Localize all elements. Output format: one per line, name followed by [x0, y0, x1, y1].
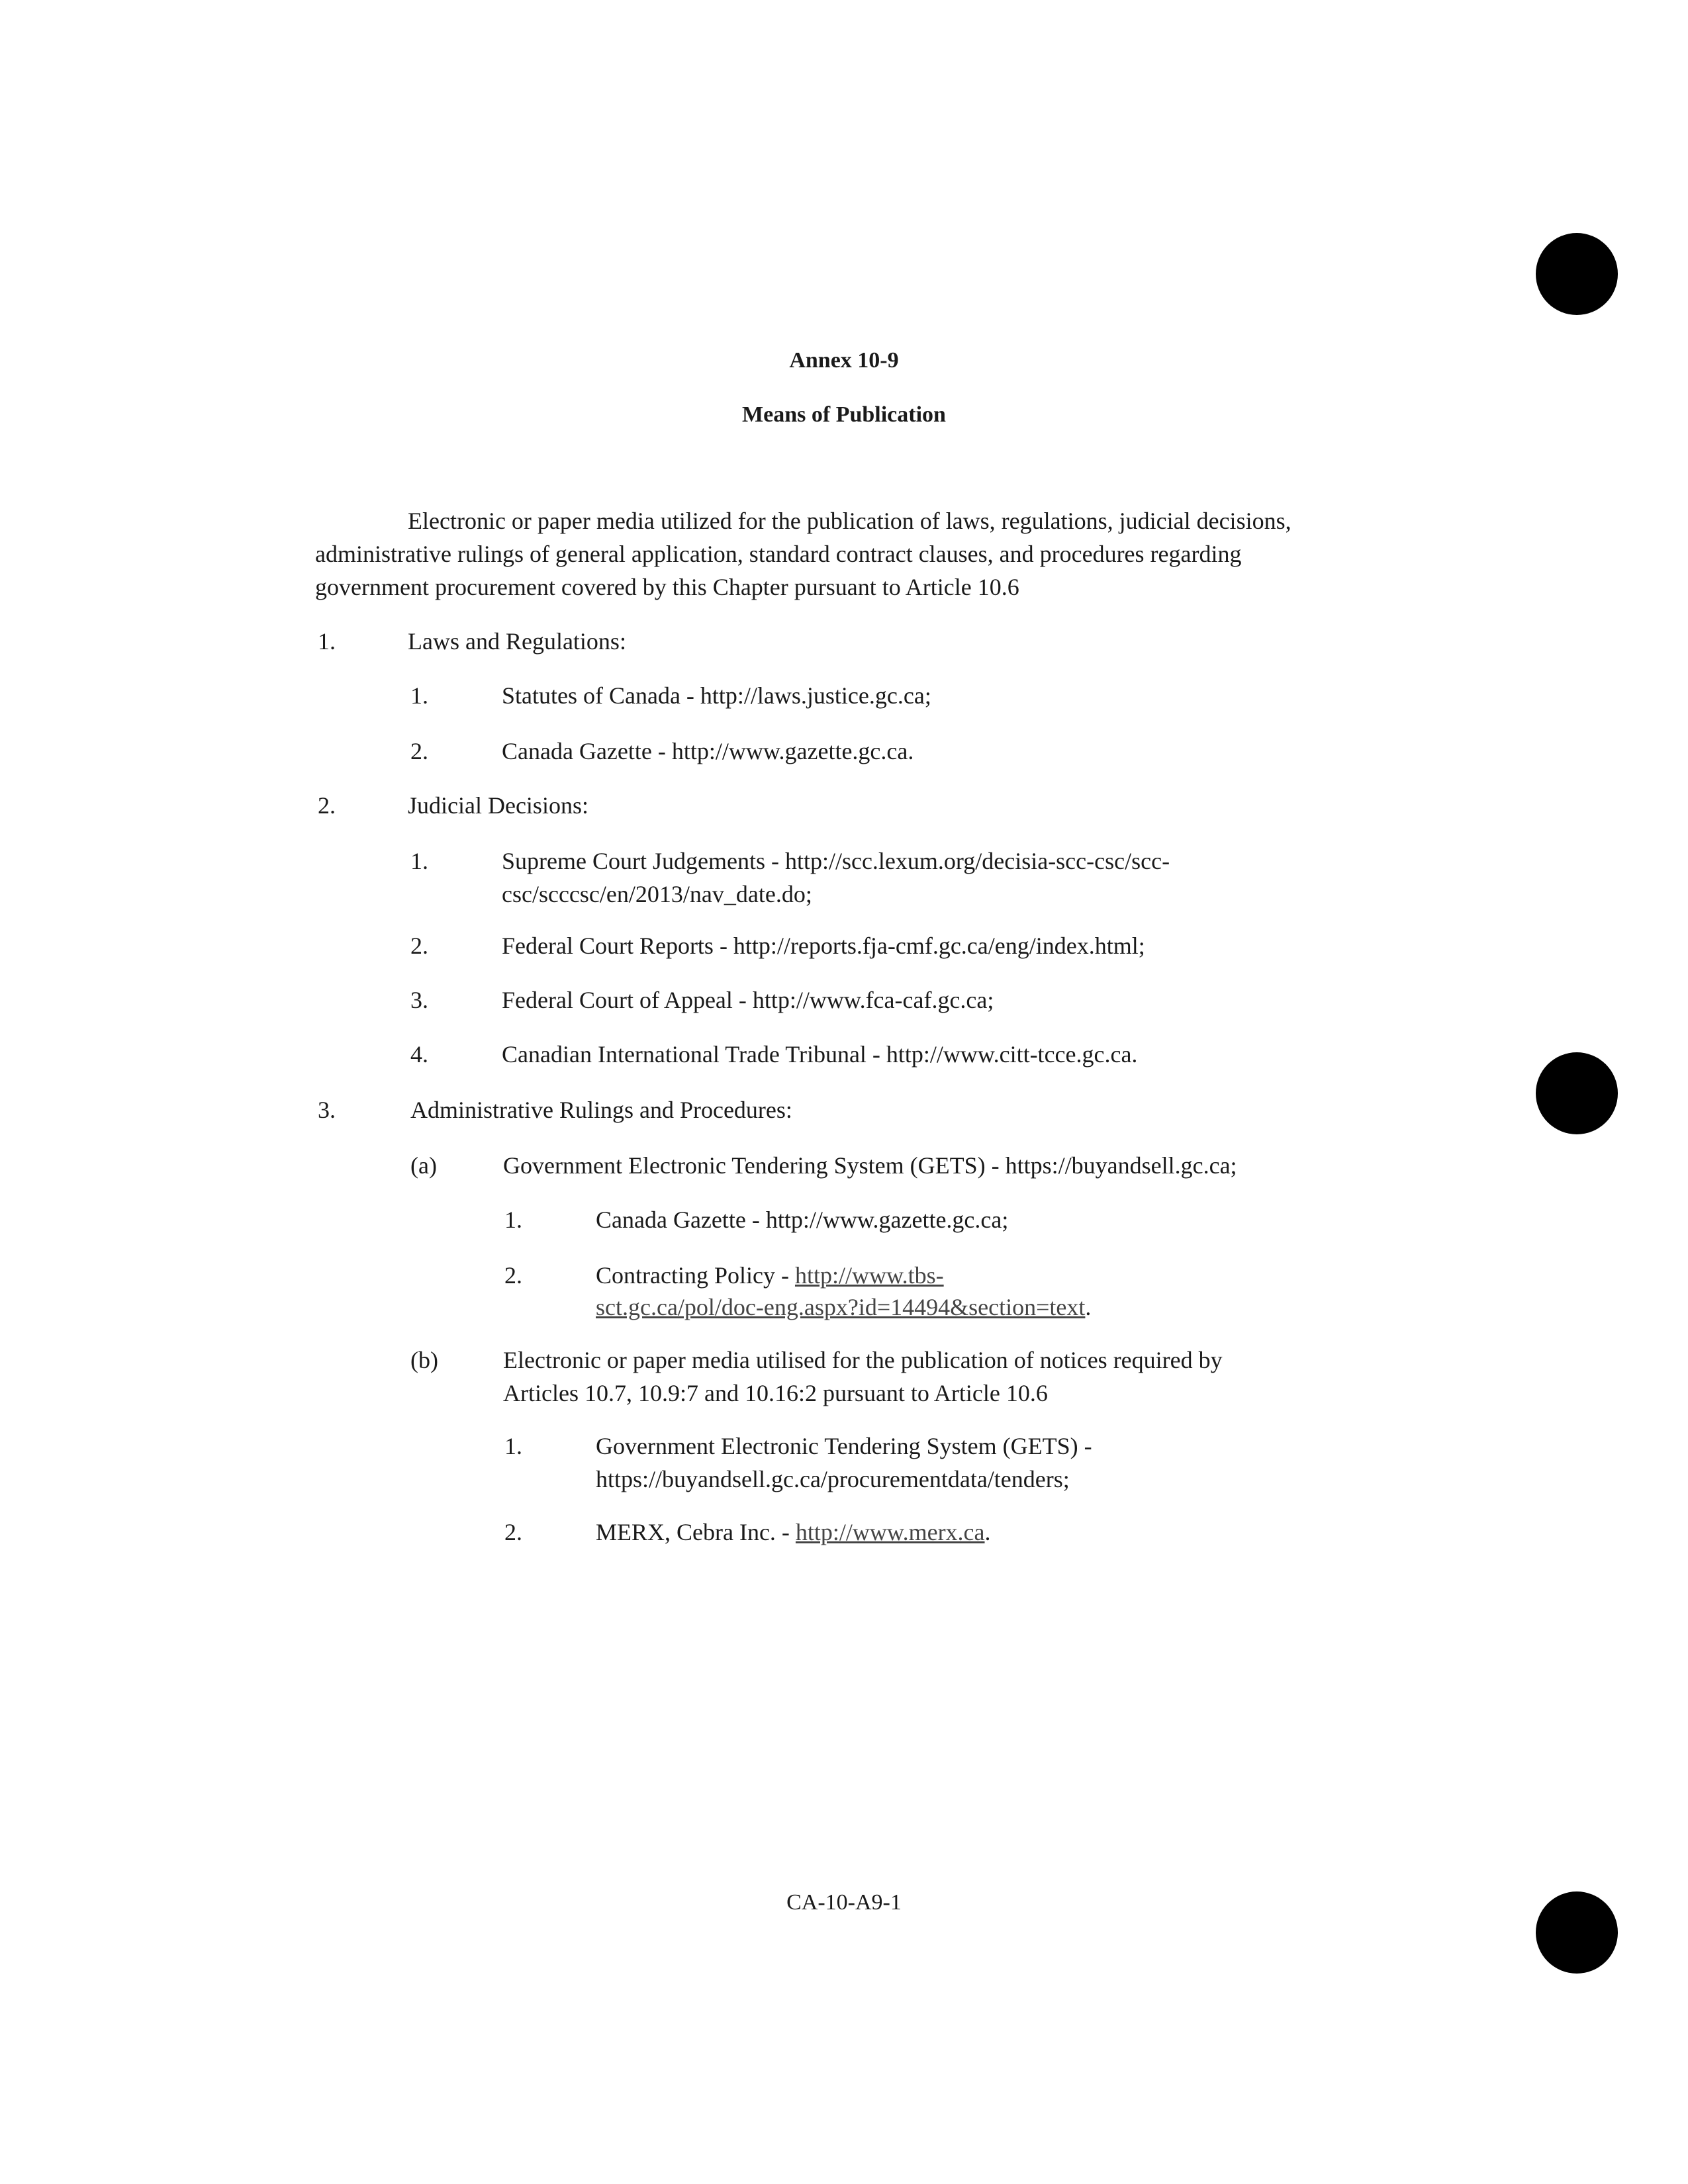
section-1-item-1-number: 1. — [410, 682, 428, 709]
subsection-a-item-1-text: Canada Gazette - http://www.gazette.gc.ca; — [596, 1206, 1009, 1233]
merx-end: . — [984, 1519, 991, 1545]
subsection-a-item-2-line2 — [596, 1291, 1091, 1324]
subsection-a-item-1-number: 1. — [504, 1206, 522, 1233]
subsection-a-item-2-line1 — [596, 1259, 944, 1292]
subsection-b-number: (b) — [410, 1347, 438, 1373]
subsection-b-item-2-number: 2. — [504, 1519, 522, 1545]
section-2-item-2-number: 2. — [410, 933, 428, 959]
section-2-title: Judicial Decisions: — [408, 792, 588, 819]
section-2-item-1-number: 1. — [410, 848, 428, 874]
subsection-b-item-1-number: 1. — [504, 1433, 522, 1459]
merx-label: MERX, Cebra Inc. - — [596, 1519, 796, 1545]
subsection-b-item-1-line2: https://buyandsell.gc.ca/procurementdata/tenders; — [596, 1466, 1070, 1492]
section-3-number: 3. — [318, 1097, 336, 1123]
annex-title: Annex 10-9 — [789, 348, 899, 373]
contracting-policy-link-cont[interactable]: sct.gc.ca/pol/doc-eng.aspx?id=14494&section=text — [596, 1294, 1086, 1320]
contracting-policy-link[interactable]: http://www.tbs- — [794, 1262, 944, 1289]
section-1-item-2-text: Canada Gazette - http://www.gazette.gc.ca. — [502, 738, 914, 764]
subsection-a-text: Government Electronic Tendering System (GETS) - https://buyandsell.gc.ca; — [503, 1152, 1237, 1179]
section-2-item-4-number: 4. — [410, 1041, 428, 1068]
section-3-title: Administrative Rulings and Procedures: — [410, 1097, 792, 1123]
section-2-number: 2. — [318, 792, 336, 819]
contracting-policy-label: Contracting Policy - — [596, 1262, 795, 1289]
subsection-a-number: (a) — [410, 1152, 437, 1179]
page-footer: CA-10-A9-1 — [786, 1890, 902, 1915]
section-2-item-1-line2: csc/scccsc/en/2013/nav_date.do; — [502, 881, 812, 907]
section-2-item-3-number: 3. — [410, 987, 428, 1013]
section-2-item-2-text: Federal Court Reports - http://reports.fja-cmf.gc.ca/eng/index.html; — [502, 933, 1145, 959]
punch-hole-top — [1536, 233, 1618, 315]
contracting-policy-end: . — [1085, 1294, 1092, 1320]
subsection-a-item-2-number: 2. — [504, 1262, 522, 1289]
section-1-item-2-number: 2. — [410, 738, 428, 764]
subsection-b-item-2-text — [596, 1516, 991, 1549]
annex-subtitle: Means of Publication — [742, 402, 946, 427]
section-1-number: 1. — [318, 628, 336, 655]
merx-link[interactable]: http://www.merx.ca — [795, 1519, 985, 1545]
punch-hole-middle — [1536, 1052, 1618, 1134]
section-2-item-3-text: Federal Court of Appeal - http://www.fca-caf.gc.ca; — [502, 987, 994, 1013]
subsection-b-line2: Articles 10.7, 10.9:7 and 10.16:2 pursuant to Article 10.6 — [503, 1380, 1048, 1406]
section-2-item-1-line1: Supreme Court Judgements - http://scc.lexum.org/decisia-scc-csc/scc- — [502, 848, 1170, 874]
section-2-item-4-text: Canadian International Trade Tribunal - http://www.citt-tcce.gc.ca. — [502, 1041, 1138, 1068]
section-1-item-1-text: Statutes of Canada - http://laws.justice.gc.ca; — [502, 682, 931, 709]
subsection-b-item-1-line1: Government Electronic Tendering System (GETS) - — [596, 1433, 1092, 1459]
section-1-title: Laws and Regulations: — [408, 628, 626, 655]
intro-paragraph: Electronic or paper media utilized for the publication of laws, regulations, judicial decisions, administrative rulings of general application, standard contract clauses, and procedures regarding government procurement covered by this Chapter pursuant to Article 10.6 — [315, 508, 1291, 600]
subsection-b-line1: Electronic or paper media utilised for the publication of notices required by — [503, 1347, 1223, 1373]
